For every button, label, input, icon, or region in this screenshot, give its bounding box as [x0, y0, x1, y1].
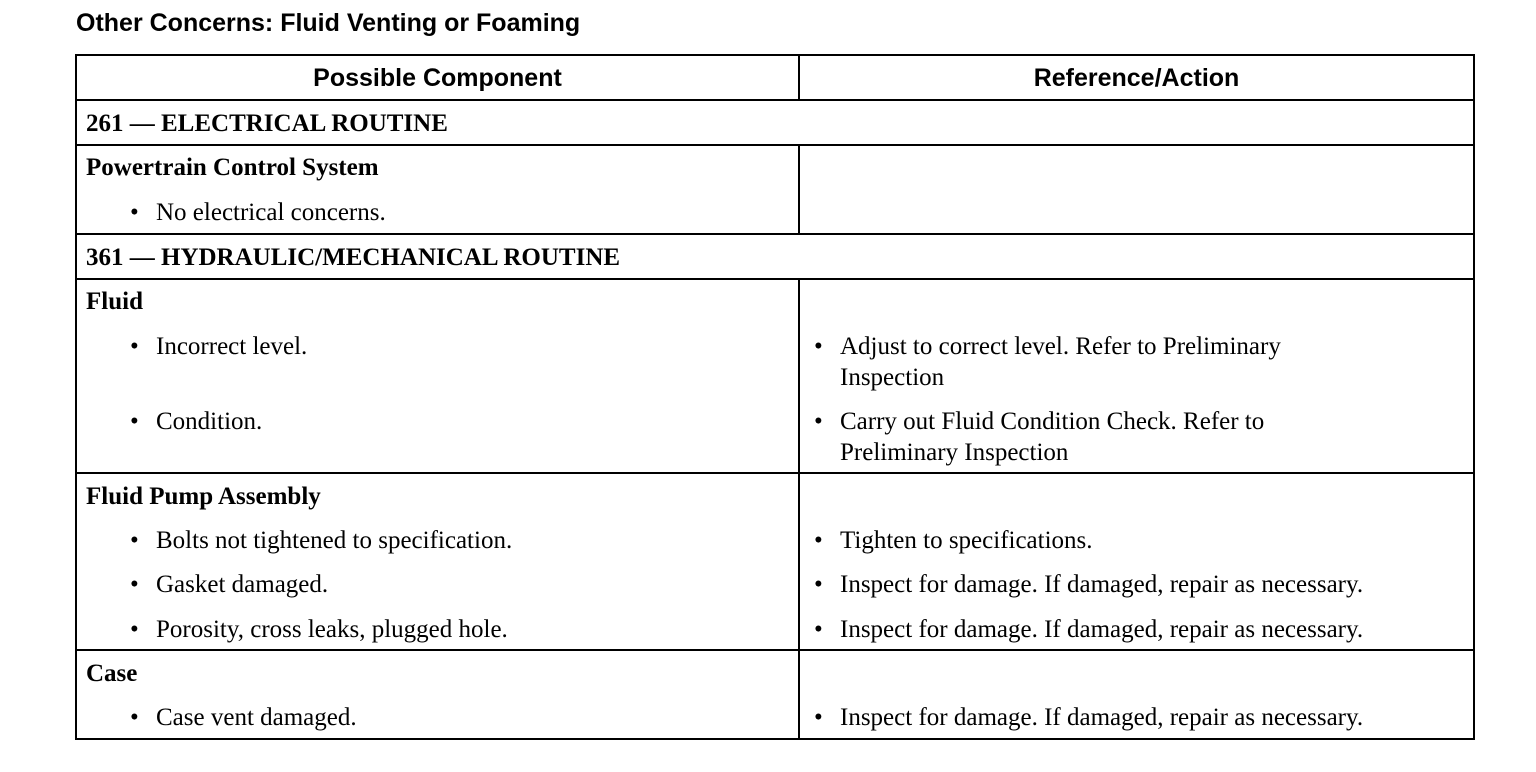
- bullet: •: [814, 408, 823, 435]
- action-item: Inspect for damage. If damaged, repair as necessary.: [840, 704, 1364, 731]
- column-header-action: Reference/Action: [1033, 64, 1240, 92]
- bullet: •: [130, 408, 139, 435]
- component-item: Bolts not tightened to specification.: [156, 527, 513, 554]
- bullet: •: [130, 616, 139, 643]
- bullet: •: [130, 571, 139, 598]
- section-divider: [77, 144, 1473, 146]
- page-title: Other Concerns: Fluid Venting or Foaming: [76, 9, 581, 37]
- bullet: •: [814, 333, 823, 360]
- section-heading-electrical: 261 — ELECTRICAL ROUTINE: [86, 110, 448, 137]
- component-item: Case vent damaged.: [156, 704, 357, 731]
- section-divider: [77, 278, 1473, 280]
- section-divider: [77, 233, 1473, 235]
- group-name-case: Case: [86, 660, 138, 687]
- bullet: •: [130, 333, 139, 360]
- group-divider: [77, 649, 1473, 651]
- action-item: Adjust to correct level. Refer to Preliminary Inspection: [840, 333, 1281, 391]
- group-name-fluid-pump-assembly: Fluid Pump Assembly: [86, 483, 321, 510]
- component-item: Gasket damaged.: [156, 571, 329, 598]
- column-divider: [798, 144, 800, 235]
- bullet: •: [814, 571, 823, 598]
- group-name-powertrain-control-system: Powertrain Control System: [86, 154, 379, 181]
- action-item: Carry out Fluid Condition Check. Refer to Preliminary Inspection: [840, 408, 1265, 466]
- column-header-component: Possible Component: [313, 64, 562, 92]
- group-divider: [77, 472, 1473, 474]
- column-divider: [798, 278, 800, 740]
- bullet: •: [130, 704, 139, 731]
- action-item: Inspect for damage. If damaged, repair as necessary.: [840, 616, 1364, 643]
- header-divider: [77, 99, 1473, 101]
- bullet: •: [130, 199, 139, 226]
- bullet: •: [130, 527, 139, 554]
- component-item: Incorrect level.: [156, 333, 308, 360]
- action-item: Inspect for damage. If damaged, repair as necessary.: [840, 571, 1364, 598]
- action-item: Tighten to specifications.: [840, 527, 1093, 554]
- group-name-fluid: Fluid: [86, 288, 143, 315]
- bullet: •: [814, 616, 823, 643]
- component-item: Condition.: [156, 408, 263, 435]
- component-item: Porosity, cross leaks, plugged hole.: [156, 616, 508, 643]
- diagnosis-table: [75, 54, 1475, 740]
- bullet: •: [814, 527, 823, 554]
- component-item: No electrical concerns.: [156, 199, 386, 226]
- bullet: •: [814, 704, 823, 731]
- section-heading-hydraulic-mechanical: 361 — HYDRAULIC/MECHANICAL ROUTINE: [86, 244, 621, 271]
